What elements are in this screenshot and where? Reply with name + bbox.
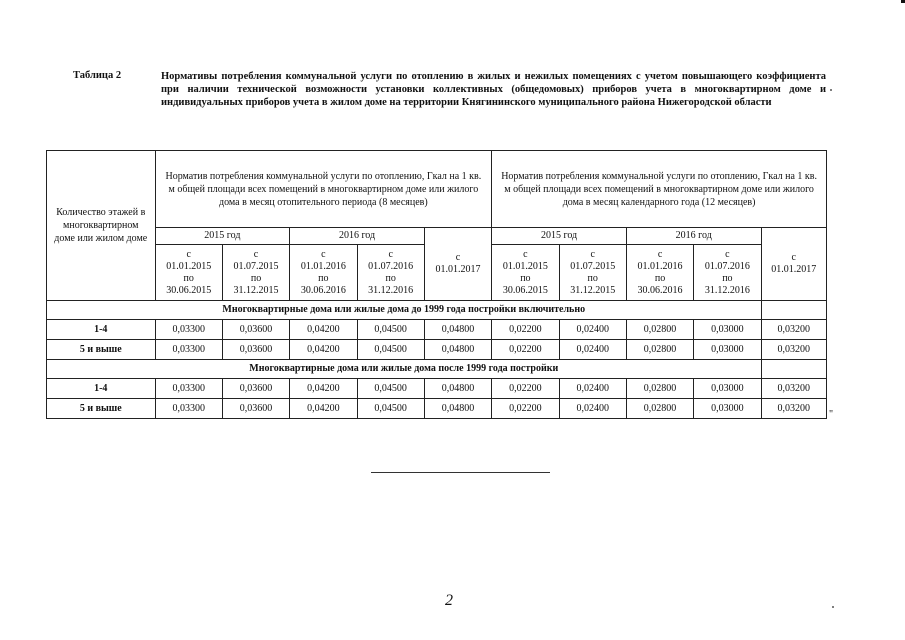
- year-2015-header: 2015 год: [492, 228, 627, 245]
- value-cell: 0,03600: [222, 320, 289, 340]
- value-cell: 0,04800: [424, 399, 491, 419]
- year-2015-header: 2015 год: [155, 228, 290, 245]
- value-cell: 0,02200: [492, 320, 559, 340]
- section-title: Многоквартирные дома или жилые дома до 1999 года постройки включительно: [47, 301, 762, 320]
- value-cell: 0,03300: [155, 399, 222, 419]
- floors-label: 1-4: [47, 379, 156, 399]
- value-cell: 0,03000: [694, 399, 761, 419]
- section-empty-cell: [761, 301, 826, 320]
- value-cell: 0,04200: [290, 399, 357, 419]
- section-empty-cell: [761, 360, 826, 379]
- period-header: с 01.01.2016 по 30.06.2016: [290, 245, 357, 301]
- value-cell: 0,03200: [761, 340, 826, 360]
- period-header: с 01.01.2015 по 30.06.2015: [492, 245, 559, 301]
- period-header: с 01.01.2015 по 30.06.2015: [155, 245, 222, 301]
- value-cell: 0,02200: [492, 399, 559, 419]
- value-cell: 0,04200: [290, 340, 357, 360]
- table-row: [47, 379, 827, 399]
- value-cell: 0,04800: [424, 320, 491, 340]
- table-row: [47, 320, 827, 340]
- period-header: с 01.01.2016 по 30.06.2016: [626, 245, 693, 301]
- value-cell: 0,03600: [222, 379, 289, 399]
- value-cell: 0,02400: [559, 340, 626, 360]
- period-header: с 01.07.2015 по 31.12.2015: [559, 245, 626, 301]
- value-cell: 0,03300: [155, 340, 222, 360]
- floors-header: Количество этажей в многоквартирном доме или жилом доме: [47, 151, 156, 301]
- value-cell: 0,03000: [694, 379, 761, 399]
- year-2016-header: 2016 год: [290, 228, 425, 245]
- value-cell: 0,03600: [222, 399, 289, 419]
- value-cell: 0,04500: [357, 379, 424, 399]
- value-cell: 0,03000: [694, 340, 761, 360]
- value-cell: 0,02400: [559, 320, 626, 340]
- floors-label: 1-4: [47, 320, 156, 340]
- period-header: с 01.07.2015 по 31.12.2015: [222, 245, 289, 301]
- scan-speck: [832, 606, 834, 608]
- period-header: с 01.07.2016 по 31.12.2016: [694, 245, 761, 301]
- period-header: с 01.07.2016 по 31.12.2016: [357, 245, 424, 301]
- closing-quote-mark: ": [829, 409, 834, 420]
- value-cell: 0,04200: [290, 379, 357, 399]
- value-cell: 0,04200: [290, 320, 357, 340]
- value-cell: 0,04500: [357, 340, 424, 360]
- separator-line: [371, 472, 550, 473]
- page-number: 2: [445, 592, 453, 609]
- table-row: [47, 399, 827, 419]
- period-from-2017: с 01.01.2017: [424, 228, 491, 301]
- section-title: Многоквартирные дома или жилые дома после 1999 года постройки: [47, 360, 762, 379]
- floors-label: 5 и выше: [47, 399, 156, 419]
- calendar-year-header: Норматив потребления коммунальной услуги по отоплению, Гкал на 1 кв. м общей площади всех помещений в многоквартирном доме или жилого дома в месяц календарного года (12 месяцев): [492, 151, 827, 228]
- value-cell: 0,04500: [357, 399, 424, 419]
- value-cell: 0,02800: [626, 399, 693, 419]
- value-cell: 0,02800: [626, 320, 693, 340]
- value-cell: 0,04800: [424, 340, 491, 360]
- norms-table: [46, 150, 827, 419]
- value-cell: 0,02800: [626, 379, 693, 399]
- scan-speck: [830, 89, 832, 91]
- value-cell: 0,02400: [559, 399, 626, 419]
- value-cell: 0,04500: [357, 320, 424, 340]
- value-cell: 0,02400: [559, 379, 626, 399]
- value-cell: 0,02200: [492, 340, 559, 360]
- value-cell: 0,03200: [761, 320, 826, 340]
- table-label: Таблица 2: [73, 70, 122, 81]
- floors-label: 5 и выше: [47, 340, 156, 360]
- value-cell: 0,03300: [155, 379, 222, 399]
- value-cell: 0,03200: [761, 399, 826, 419]
- table-row: [47, 340, 827, 360]
- scan-artifact: [901, 0, 905, 3]
- period-from-2017: с 01.01.2017: [761, 228, 826, 301]
- year-2016-header: 2016 год: [626, 228, 761, 245]
- value-cell: 0,04800: [424, 379, 491, 399]
- table-title: Нормативы потребления коммунальной услуги по отоплению в жилых и нежилых помещениях с учетом повышающего коэффициента при наличии технической возможности установки коллективных (общедомовых) приборов учета в многоквартирном доме и индивидуальных приборов учета в жилом доме на территории Княгининского муниципального района Нижегородской области: [161, 71, 826, 108]
- value-cell: 0,03000: [694, 320, 761, 340]
- value-cell: 0,03300: [155, 320, 222, 340]
- value-cell: 0,03200: [761, 379, 826, 399]
- value-cell: 0,03600: [222, 340, 289, 360]
- heating-period-header: Норматив потребления коммунальной услуги по отоплению, Гкал на 1 кв. м общей площади всех помещений в многоквартирном доме или жилого дома в месяц отопительного периода (8 месяцев): [155, 151, 492, 228]
- value-cell: 0,02800: [626, 340, 693, 360]
- value-cell: 0,02200: [492, 379, 559, 399]
